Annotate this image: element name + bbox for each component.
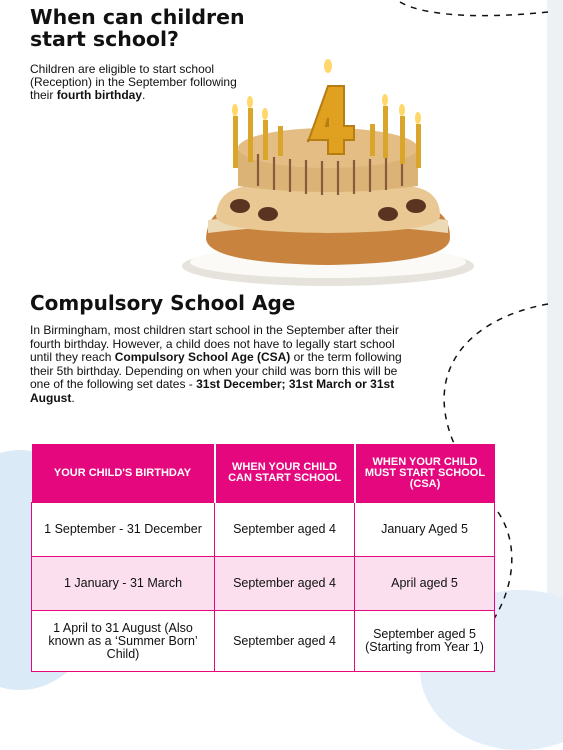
birthday-cake-icon [178, 58, 478, 293]
heading-when-start-school: When can children start school? [30, 5, 245, 51]
cell-must-start: September aged 5 (Starting from Year 1) [355, 611, 495, 672]
header-can-start: WHEN YOUR CHILD CAN START SCHOOL [215, 444, 355, 503]
csa-paragraph: In Birmingham, most children start school in the September after their fourth birthday. However, a child does not have to legally start school until they reach Compulsory School Age (CSA) or the term following their 5th birthday. Depending on when your child was born this will be one of the following set dates - 31st December; 31st March or 31st August. [30, 323, 402, 405]
cell-can-start: September aged 4 [215, 557, 355, 611]
cell-can-start: September aged 4 [215, 503, 355, 557]
intro-paragraph: Children are eligible to start school (Reception) in the September following their fourth birthday. [30, 62, 237, 102]
table-row [32, 503, 495, 557]
header-birthday: YOUR CHILD'S BIRTHDAY [32, 444, 215, 503]
table-row [32, 557, 495, 611]
table-header-row [32, 444, 495, 503]
cell-birthday: 1 April to 31 August (Also known as a ‘Summer Born’ Child) [32, 611, 215, 672]
cell-can-start: September aged 4 [215, 611, 355, 672]
cell-must-start: April aged 5 [355, 557, 495, 611]
header-must-start: WHEN YOUR CHILD MUST START SCHOOL (CSA) [355, 444, 495, 503]
cell-birthday: 1 January - 31 March [32, 557, 215, 611]
cell-birthday: 1 September - 31 December [32, 503, 215, 557]
school-start-table [31, 444, 495, 672]
cell-must-start: January Aged 5 [355, 503, 495, 557]
table-row [32, 611, 495, 672]
heading-compulsory-school-age: Compulsory School Age [30, 291, 296, 315]
